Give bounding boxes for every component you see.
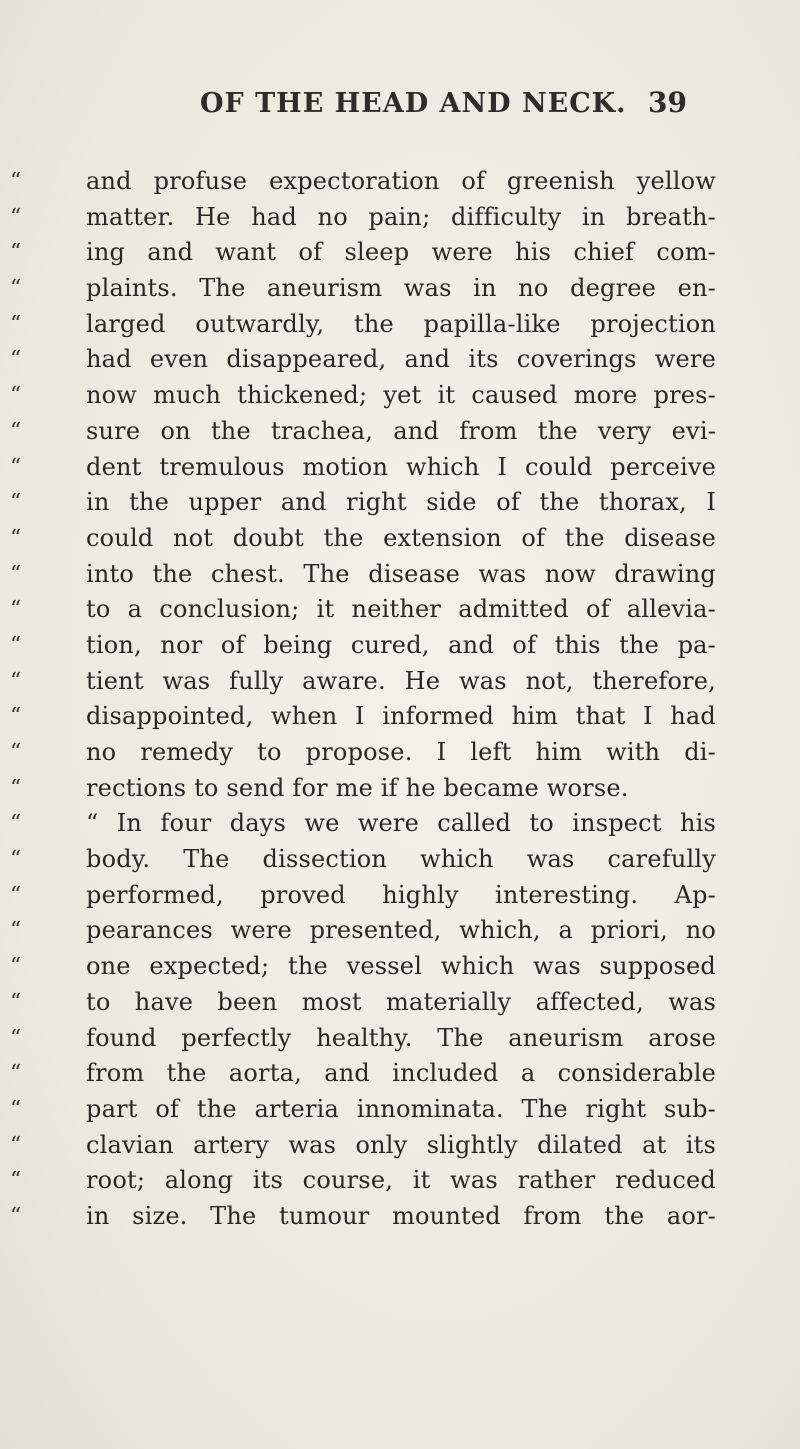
margin-quote-mark: “ bbox=[10, 811, 22, 837]
margin-quote-mark: “ bbox=[10, 525, 22, 551]
text-line: “ had even disappeared, and its coverings were bbox=[86, 342, 716, 378]
margin-quote-mark: “ bbox=[10, 418, 22, 444]
text-line: “ tion, nor of being cured, and of this the pa- bbox=[86, 628, 716, 664]
margin-quote-mark: “ bbox=[10, 454, 22, 480]
text-line: “ found perfectly healthy. The aneurism arose bbox=[86, 1021, 716, 1057]
text-line: “ root; along its course, it was rather reduced bbox=[86, 1163, 716, 1199]
margin-quote-mark: “ bbox=[10, 847, 22, 873]
margin-quote-mark: “ bbox=[10, 882, 22, 908]
margin-quote-mark: “ bbox=[10, 1168, 22, 1194]
text-line: “ into the chest. The disease was now drawing bbox=[86, 557, 716, 593]
text-line: “ in size. The tumour mounted from the aor- bbox=[86, 1199, 716, 1235]
text-line: “ dent tremulous motion which I could perceive bbox=[86, 450, 716, 486]
margin-quote-mark: “ bbox=[10, 311, 22, 337]
text-line: “ larged outwardly, the papilla-like projection bbox=[86, 307, 716, 343]
margin-quote-mark: “ bbox=[10, 918, 22, 944]
margin-quote-mark: “ bbox=[10, 704, 22, 730]
margin-quote-mark: “ bbox=[10, 1132, 22, 1158]
margin-quote-mark: “ bbox=[10, 383, 22, 409]
margin-quote-mark: “ bbox=[10, 169, 22, 194]
text-line: “ matter. He had no pain; difficulty in breath- bbox=[86, 200, 716, 236]
margin-quote-mark: “ bbox=[10, 954, 22, 980]
margin-quote-mark: “ bbox=[10, 240, 22, 266]
margin-quote-mark: “ bbox=[10, 204, 22, 230]
text-line: “ to have been most materially affected, was bbox=[86, 985, 716, 1021]
margin-quote-mark: “ bbox=[10, 276, 22, 302]
margin-quote-mark: “ bbox=[10, 1096, 22, 1122]
margin-quote-mark: “ bbox=[10, 740, 22, 765]
text-line: “ one expected; the vessel which was supposed bbox=[86, 949, 716, 985]
text-line: “ performed, proved highly interesting. Ap- bbox=[86, 878, 716, 914]
text-line: “ could not doubt the extension of the disease bbox=[86, 521, 716, 557]
page-number: 39 bbox=[648, 86, 687, 119]
margin-quote-mark: “ bbox=[10, 632, 22, 658]
text-line: “ sure on the trachea, and from the very evi- bbox=[86, 414, 716, 450]
text-line: “ disappointed, when I informed him that I had bbox=[86, 699, 716, 735]
text-line: “ to a conclusion; it neither admitted of allevia- bbox=[86, 592, 716, 628]
text-line: “ clavian artery was only slightly dilated at its bbox=[86, 1128, 716, 1164]
text-line: “ tient was fully aware. He was not, therefore, bbox=[86, 664, 716, 700]
text-line: “ rections to send for me if he became worse. bbox=[86, 771, 716, 807]
text-line: “ part of the arteria innominata. The right sub- bbox=[86, 1092, 716, 1128]
text-line: “ now much thickened; yet it caused more pres- bbox=[86, 378, 716, 414]
text-line: “ and profuse expectoration of greenish yellow bbox=[86, 164, 716, 200]
running-head: OF THE HEAD AND NECK. bbox=[200, 88, 627, 119]
margin-quote-mark: “ bbox=[10, 347, 22, 373]
margin-quote-mark: “ bbox=[10, 989, 22, 1015]
text-line: “ in the upper and right side of the thorax, I bbox=[86, 485, 716, 521]
text-line: “ “ In four days we were called to inspect his bbox=[86, 806, 716, 842]
margin-quote-mark: “ bbox=[10, 490, 22, 516]
text-line: “ plaints. The aneurism was in no degree en- bbox=[86, 271, 716, 307]
text-line: “ ing and want of sleep were his chief com- bbox=[86, 235, 716, 271]
margin-quote-mark: “ bbox=[10, 561, 22, 587]
margin-quote-mark: “ bbox=[10, 1061, 22, 1087]
margin-quote-mark: “ bbox=[10, 668, 22, 694]
margin-quote-mark: “ bbox=[10, 1025, 22, 1051]
text-line: “ from the aorta, and included a considerable bbox=[86, 1056, 716, 1092]
text-line: “ no remedy to propose. I left him with di- bbox=[86, 735, 716, 771]
body-text bbox=[10, 164, 716, 1235]
text-line: “ body. The dissection which was carefully bbox=[86, 842, 716, 878]
margin-quote-mark: “ bbox=[10, 775, 22, 801]
margin-quote-mark: “ bbox=[10, 597, 22, 623]
text-line: “ pearances were presented, which, a priori, no bbox=[86, 913, 716, 949]
margin-quote-mark: “ bbox=[10, 1203, 22, 1229]
